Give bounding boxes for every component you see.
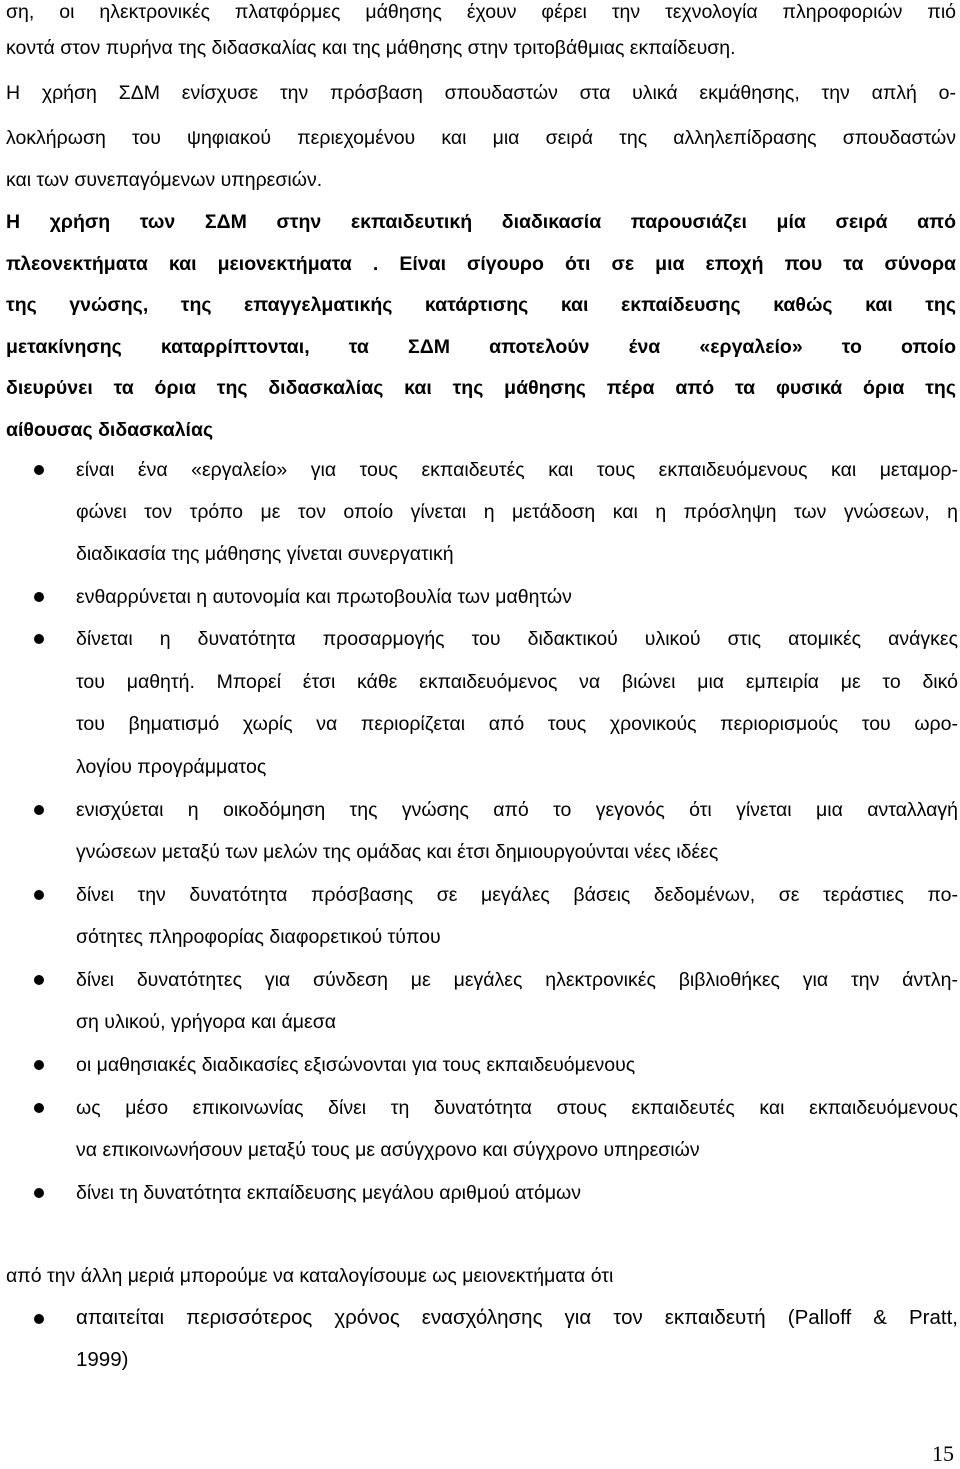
- bold-paragraph-line: αίθουσας διδασκαλίας: [6, 419, 214, 441]
- list-item-line: γνώσεων μεταξύ των μελών της ομάδας και έτσι δημιουργούνται νέες ιδέες: [76, 841, 719, 863]
- list-item-line: ως μέσο επικοινωνίας δίνει τη δυνατότητα στους εκπαιδευτές και εκπαιδευόμενους: [76, 1097, 958, 1119]
- bullet-icon: [34, 1188, 44, 1198]
- list-item-line: απαιτείται περισσότερος χρόνος ενασχόλησης για τον εκπαιδευτή (Palloff & Pratt,: [76, 1306, 958, 1329]
- paragraph-line: ση, οι ηλεκτρονικές πλατφόρμες μάθησης έχουν φέρει την τεχνολογία πληροφοριών πιό: [6, 1, 956, 23]
- bold-paragraph-line: Η χρήση των ΣΔΜ στην εκπαιδευτική διαδικασία παρουσιάζει μία σειρά από: [6, 211, 956, 233]
- list-item-line: δίνεται η δυνατότητα προσαρμογής του διδακτικού υλικού στις ατομικές ανάγκες: [76, 628, 958, 650]
- bullet-icon: [34, 1314, 44, 1324]
- bullet-icon: [34, 890, 44, 900]
- list-item-line: ση υλικού, γρήγορα και άμεσα: [76, 1011, 337, 1033]
- list-item-line: διαδικασία της μάθησης γίνεται συνεργατική: [76, 543, 454, 565]
- list-item-line: είναι ένα «εργαλείο» για τους εκπαιδευτές και τους εκπαιδευόμενους και μεταμορ-: [76, 459, 958, 481]
- list-item-line: 1999): [76, 1348, 129, 1371]
- paragraph-line: από την άλλη μεριά μπορούμε να καταλογίσουμε ως μειονεκτήματα ότι: [6, 1265, 614, 1287]
- list-item-line: του βηματισμό χωρίς να περιορίζεται από τους χρονικούς περιορισμούς του ωρο-: [76, 713, 958, 735]
- bold-paragraph-line: διευρύνει τα όρια της διδασκαλίας και της μάθησης πέρα από τα φυσικά όρια της: [6, 377, 956, 399]
- list-item-line: ενθαρρύνεται η αυτονομία και πρωτοβουλία των μαθητών: [76, 586, 572, 608]
- bullet-icon: [34, 465, 44, 475]
- list-item-line: οι μαθησιακές διαδικασίες εξισώνονται για τους εκπαιδευόμενους: [76, 1054, 636, 1076]
- list-item-line: να επικοινωνήσουν μεταξύ τους με ασύγχρονο και σύγχρονο υπηρεσιών: [76, 1139, 700, 1161]
- bullet-icon: [34, 975, 44, 985]
- list-item-line: δίνει δυνατότητες για σύνδεση με μεγάλες ηλεκτρονικές βιβλιοθήκες για την άντλη-: [76, 969, 958, 991]
- paragraph-line: Η χρήση ΣΔΜ ενίσχυσε την πρόσβαση σπουδαστών στα υλικά εκμάθησης, την απλή ο-: [6, 82, 956, 104]
- list-item-line: λογίου προγράμματος: [76, 756, 267, 778]
- list-item-line: δίνει τη δυνατότητα εκπαίδευσης μεγάλου αριθμού ατόμων: [76, 1182, 582, 1204]
- paragraph-line: λοκλήρωση του ψηφιακού περιεχομένου και μια σειρά της αλληλεπίδρασης σπουδαστών: [6, 127, 956, 149]
- bold-paragraph-line: πλεονεκτήματα και μειονεκτήματα . Είναι σίγουρο ότι σε μια εποχή που τα σύνορα: [6, 253, 956, 275]
- bold-paragraph-line: της γνώσης, της επαγγελματικής κατάρτισης και εκπαίδευσης καθώς και της: [6, 294, 956, 316]
- bullet-icon: [34, 1060, 44, 1070]
- page-number: 15: [932, 1441, 954, 1466]
- bullet-icon: [34, 592, 44, 602]
- list-item-line: σότητες πληροφορίας διαφορετικού τύπου: [76, 926, 441, 948]
- bullet-icon: [34, 805, 44, 815]
- list-item-line: δίνει την δυνατότητα πρόσβασης σε μεγάλες βάσεις δεδομένων, σε τεράστιες πο-: [76, 884, 958, 906]
- list-item-line: του μαθητή. Μπορεί έτσι κάθε εκπαιδευόμενος να βιώνει μια εμπειρία με το δικό: [76, 671, 958, 693]
- list-item-line: ενισχύεται η οικοδόμηση της γνώσης από το γεγονός ότι γίνεται μια ανταλλαγή: [76, 799, 958, 821]
- bold-paragraph-line: μετακίνησης καταρρίπτονται, τα ΣΔΜ αποτελούν ένα «εργαλείο» το οποίο: [6, 336, 956, 358]
- paragraph-line: και των συνεπαγόμενων υπηρεσιών.: [6, 169, 323, 191]
- bullet-icon: [34, 634, 44, 644]
- list-item-line: φώνει τον τρόπο με τον οποίο γίνεται η μετάδοση και η πρόσληψη των γνώσεων, η: [76, 501, 958, 523]
- bullet-icon: [34, 1103, 44, 1113]
- paragraph-line: κοντά στον πυρήνα της διδασκαλίας και της μάθησης στην τριτοβάθμιας εκπαίδευση.: [6, 37, 736, 59]
